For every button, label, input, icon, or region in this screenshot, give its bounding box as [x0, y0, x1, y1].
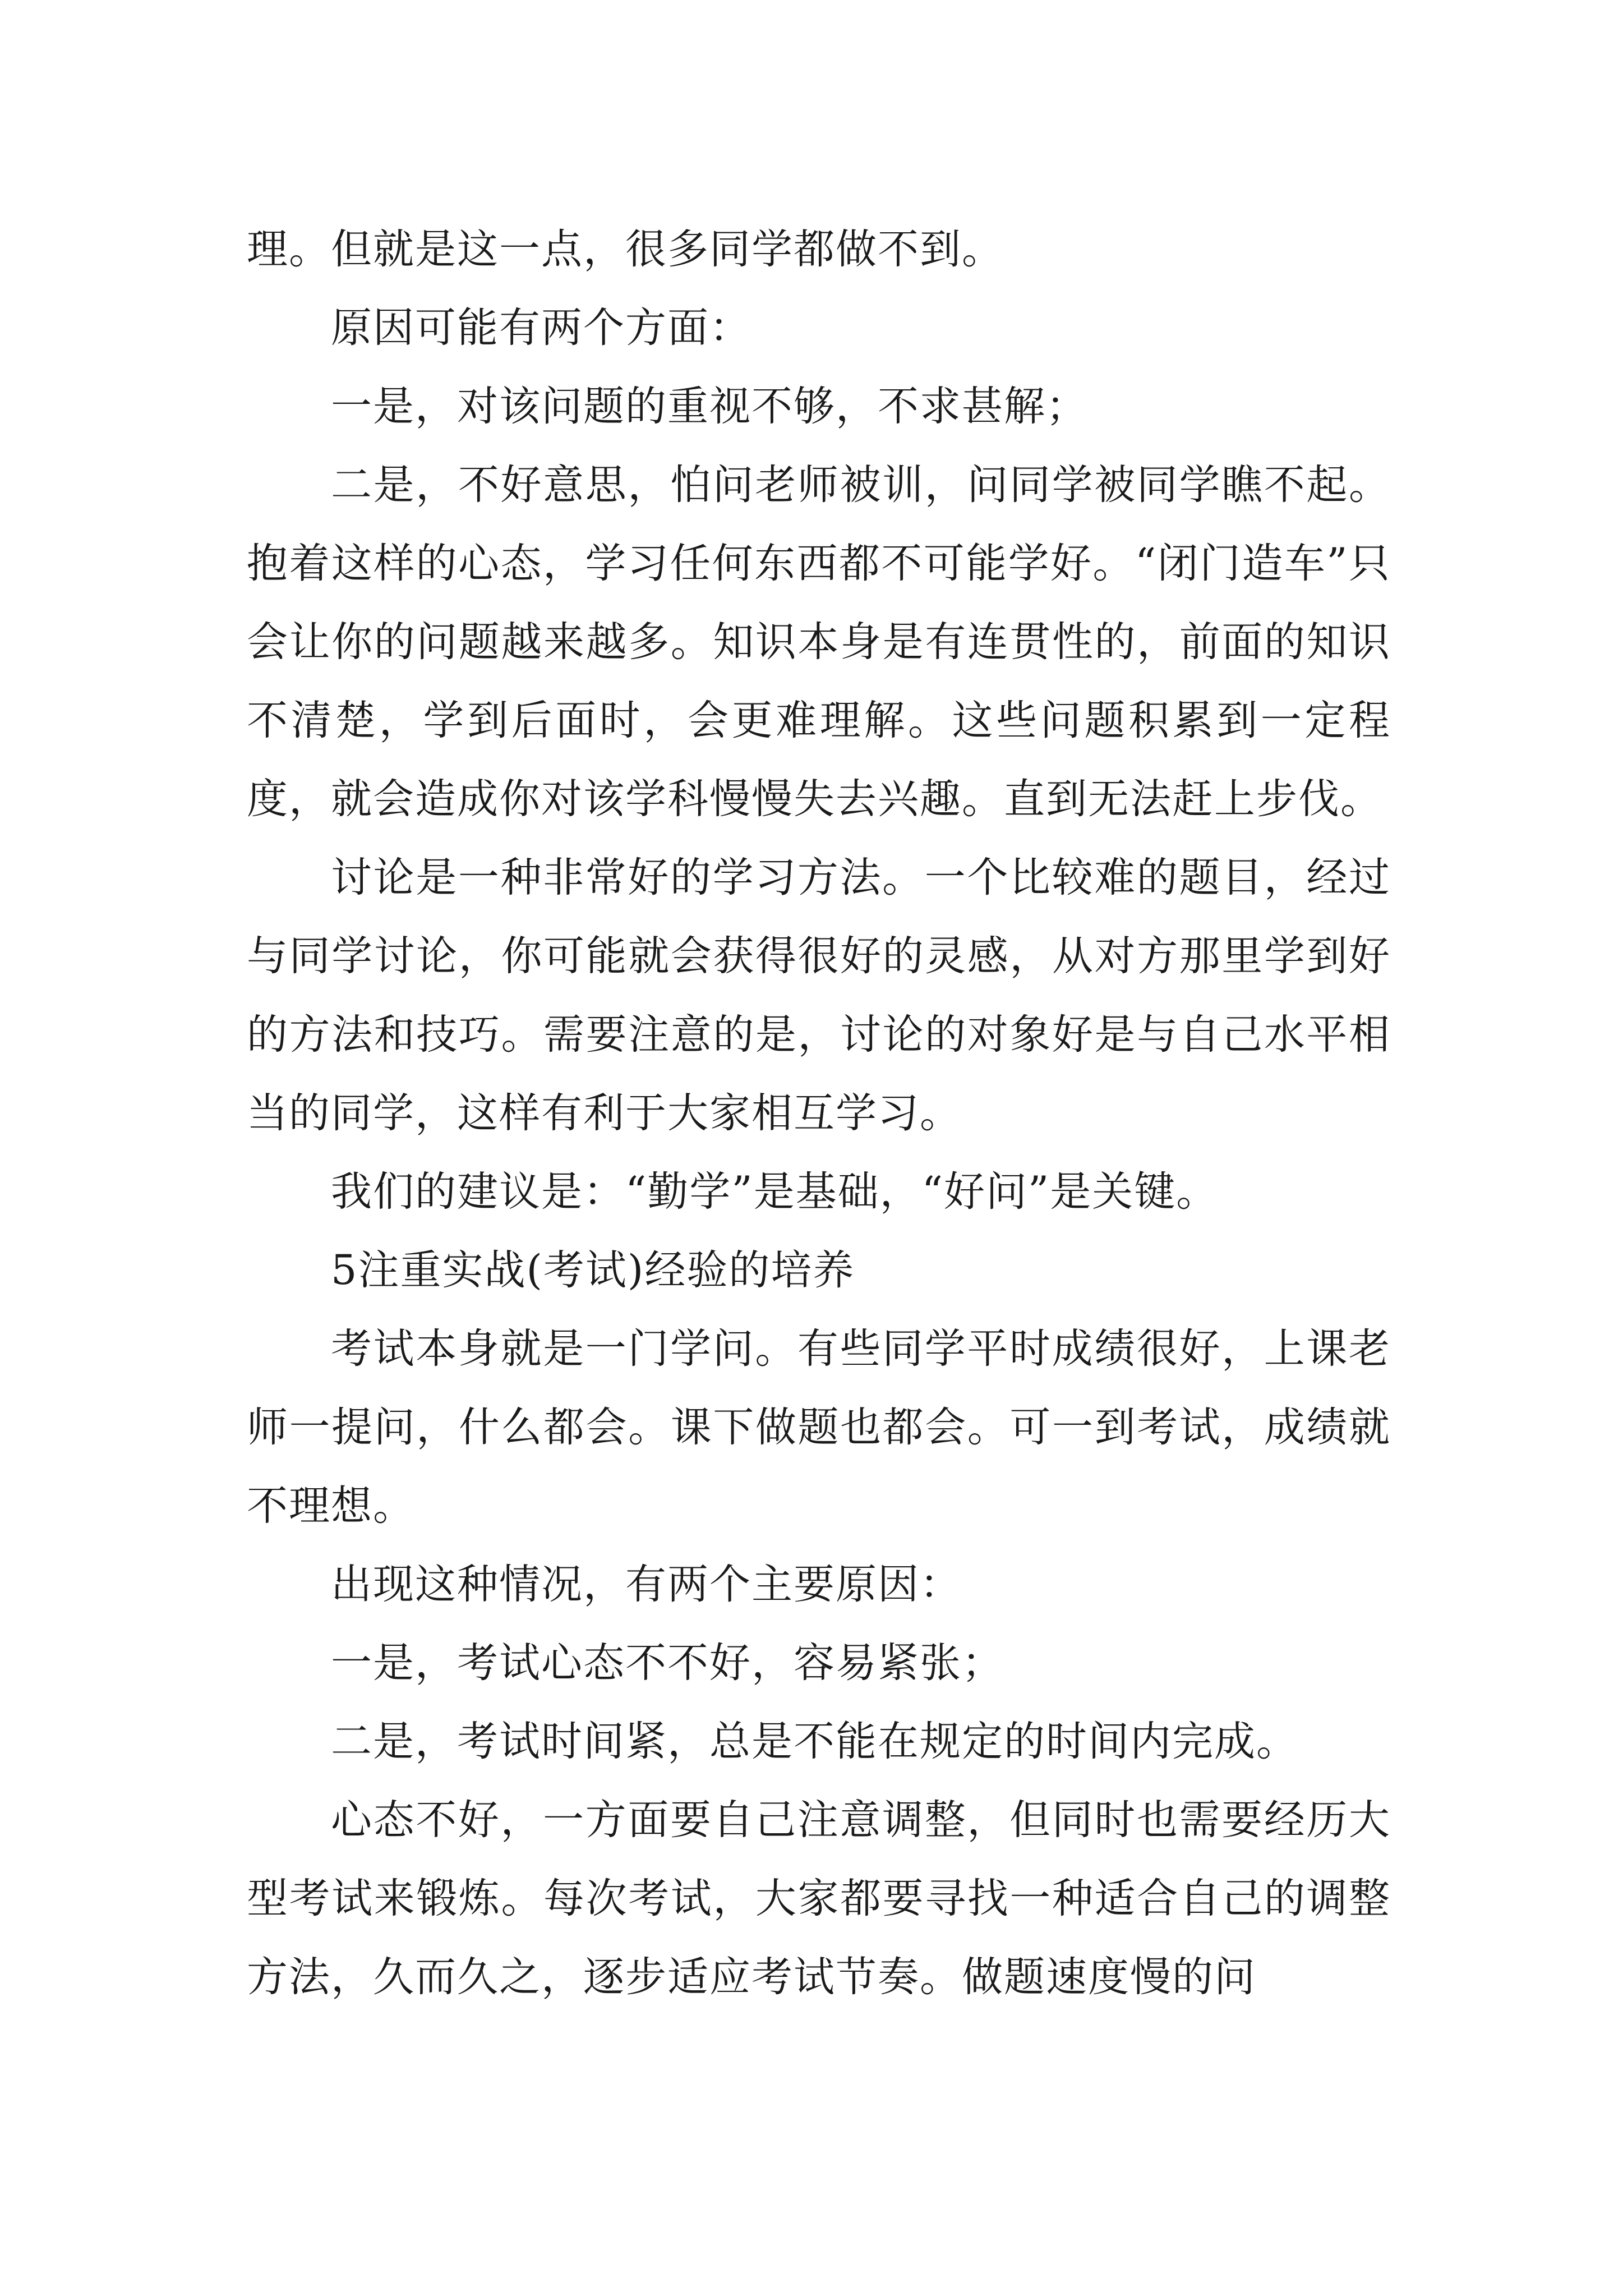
- paragraph-10: 一是，考试心态不不好，容易紧张；: [331, 1639, 1004, 1687]
- paragraph-6: 我们的建议是：“勤学”是基础，“好问”是关键。: [331, 1168, 1219, 1216]
- paragraph-9: 出现这种情况，有两个主要原因：: [331, 1561, 962, 1608]
- paragraph-5: 讨论是一种非常好的学习方法。一个比较难的题目，经过与同学讨论，你可能就会获得很好的灵感，从对方那里学到好的方法和技巧。需要注意的是，讨论的对象好是与自己水平相当的同学，这样有利于大家相互学习。: [247, 854, 1391, 1137]
- paragraph-2: 原因可能有两个方面：: [331, 304, 751, 352]
- paragraph-11: 二是，考试时间紧，总是不能在规定的时间内完成。: [331, 1718, 1298, 1765]
- paragraph-4: 二是，不好意思，怕问老师被训，问同学被同学瞧不起。抱着这样的心态，学习任何东西都不可能学好。“闭门造车”只会让你的问题越来越多。知识本身是有连贯性的，前面的知识不清楚，学到后面时，会更难理解。这些问题积累到一定程度，就会造成你对该学科慢慢失去兴趣。直到无法赶上步伐。: [247, 461, 1391, 823]
- paragraph-12: 心态不好，一方面要自己注意调整，但同时也需要经历大型考试来锻炼。每次考试，大家都要寻找一种适合自己的调整方法，久而久之，逐步适应考试节奏。做题速度慢的问: [247, 1796, 1391, 2001]
- paragraph-1: 理。但就是这一点，很多同学都做不到。: [247, 226, 1004, 273]
- paragraph-8: 考试本身就是一门学问。有些同学平时成绩很好，上课老师一提问，什么都会。课下做题也都会。可一到考试，成绩就不理想。: [247, 1325, 1391, 1530]
- paragraph-3: 一是，对该问题的重视不够，不求甚解；: [331, 383, 1088, 430]
- section-heading: 5注重实战(考试)经验的培养: [331, 1246, 855, 1294]
- document-body: [247, 210, 1391, 2017]
